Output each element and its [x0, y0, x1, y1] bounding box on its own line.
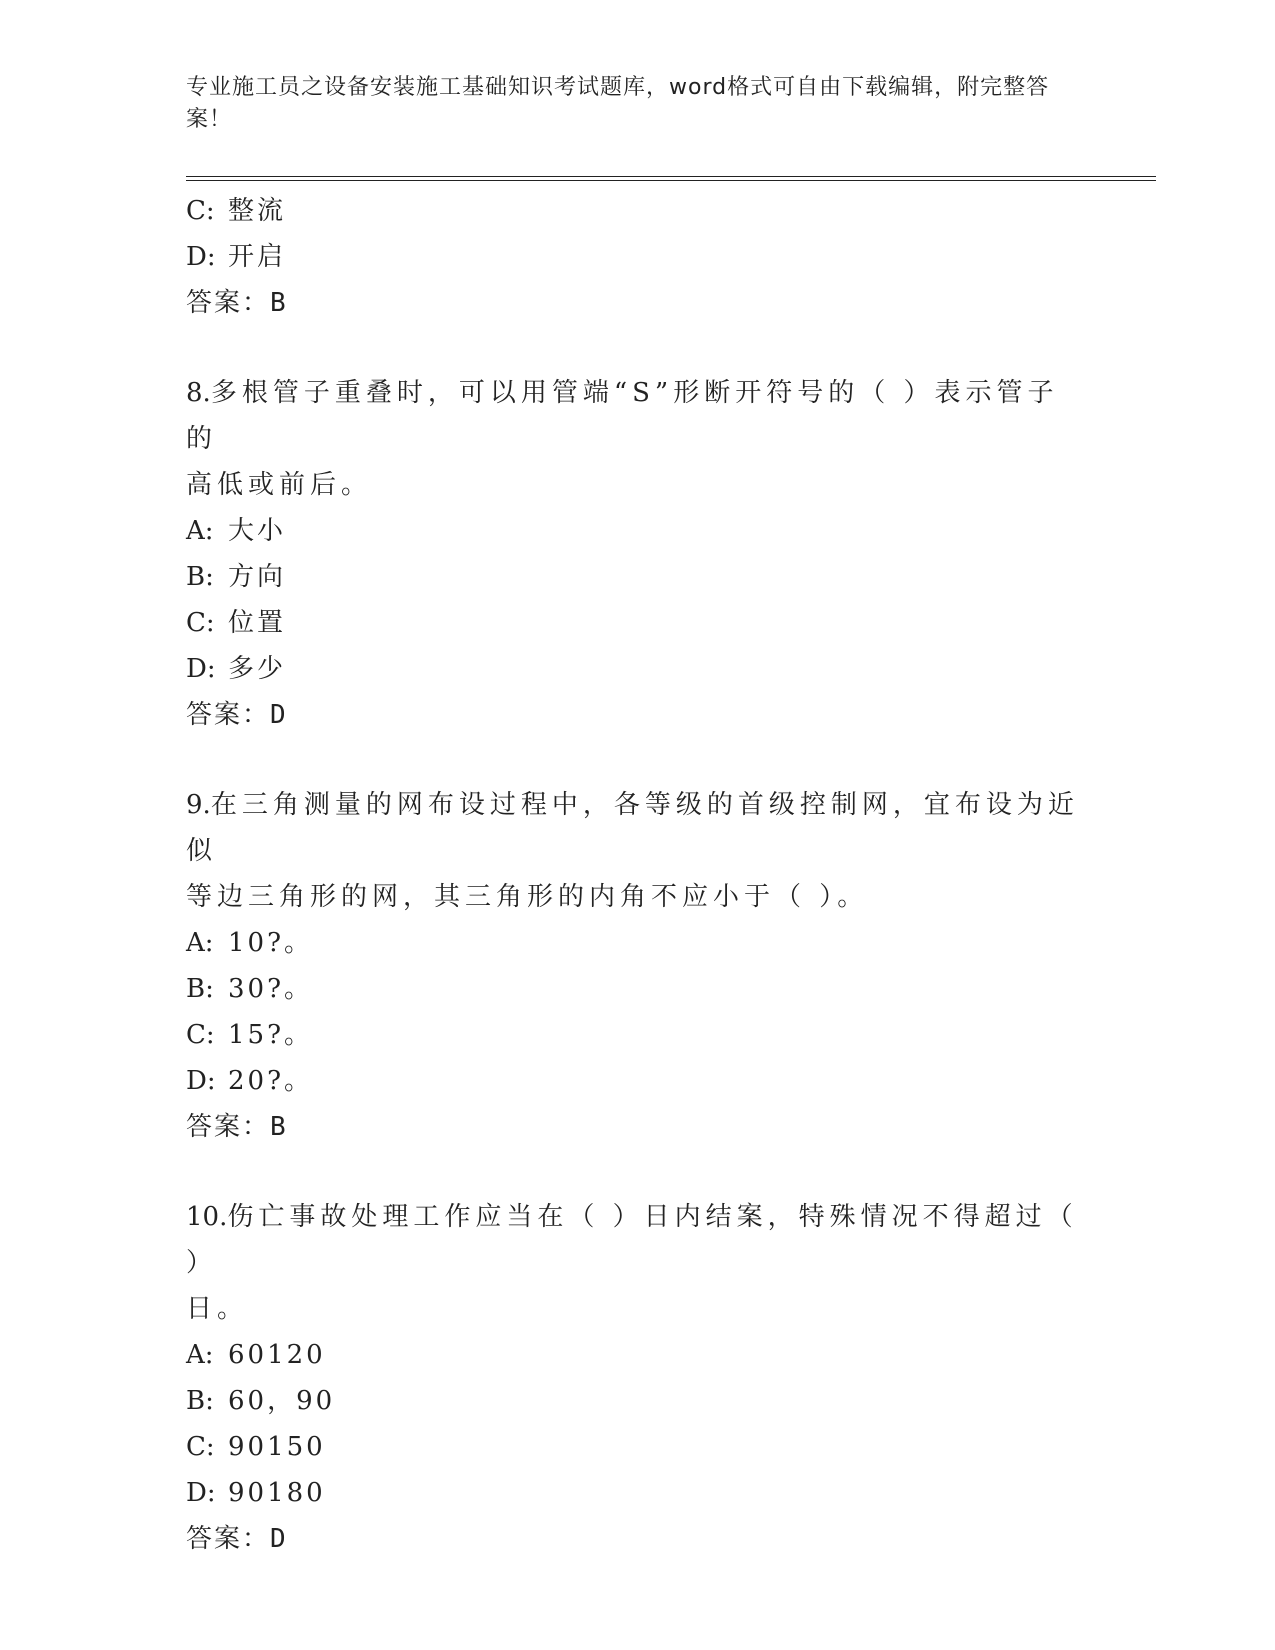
- option-letter: D:: [186, 242, 216, 272]
- option-text: 大小: [228, 516, 287, 546]
- option-text: 30?。: [228, 974, 314, 1004]
- option-letter: D:: [186, 654, 216, 684]
- option-text: 15?。: [228, 1020, 314, 1050]
- answer-label: 答案：: [186, 1112, 271, 1142]
- option-letter: C:: [186, 1432, 215, 1462]
- question-number: 8.: [186, 378, 211, 408]
- option-c: [186, 1012, 1086, 1058]
- answer-value: B: [270, 288, 286, 318]
- option-letter: D:: [186, 1478, 216, 1508]
- answer-label: 答案：: [186, 1524, 271, 1554]
- answer-line: [186, 1516, 1086, 1562]
- option-letter: C:: [186, 196, 215, 226]
- answer-label: 答案：: [186, 288, 271, 318]
- option-text: 60120: [228, 1340, 326, 1370]
- option-c: [186, 600, 1086, 646]
- question-8: [186, 370, 1086, 738]
- option-text: 20?。: [228, 1066, 314, 1096]
- document-header: 专业施工员之设备安装施工基础知识考试题库，word格式可自由下载编辑，附完整答案！: [186, 75, 1050, 132]
- option-text: 10?。: [228, 928, 314, 958]
- option-b: [186, 554, 1086, 600]
- option-text: 开启: [228, 242, 287, 272]
- option-c: [186, 188, 1086, 234]
- option-letter: A:: [186, 1340, 214, 1370]
- question-text: [186, 1194, 1086, 1332]
- answer-value: D: [270, 1524, 286, 1554]
- question-10: [186, 1194, 1086, 1562]
- option-letter: B:: [186, 562, 214, 592]
- question-9: [186, 782, 1086, 1150]
- answer-line: [186, 692, 1086, 738]
- answer-line: [186, 1104, 1086, 1150]
- option-letter: A:: [186, 928, 214, 958]
- option-letter: A:: [186, 516, 214, 546]
- question-line-2: 等边三角形的网，其三角形的内角不应小于（ ）。: [186, 882, 869, 912]
- document-body: [186, 188, 1086, 1562]
- option-letter: D:: [186, 1066, 216, 1096]
- question-line-1: 多根管子重叠时，可以用管端“S”形断开符号的（ ）表示管子的: [186, 378, 1059, 454]
- header-divider: [186, 176, 1156, 181]
- option-b: [186, 966, 1086, 1012]
- option-letter: B:: [186, 1386, 214, 1416]
- option-c: [186, 1424, 1086, 1470]
- question-number: 10.: [186, 1202, 228, 1232]
- question-line-2: 日。: [186, 1294, 249, 1324]
- question-text: [186, 782, 1086, 920]
- question-line-1: 在三角测量的网布设过程中，各等级的首级控制网，宜布设为近似: [186, 790, 1079, 866]
- option-a: [186, 920, 1086, 966]
- option-text: 60，90: [228, 1386, 336, 1416]
- question-line-2: 高低或前后。: [186, 470, 373, 500]
- option-text: 方向: [228, 562, 287, 592]
- question-text: [186, 370, 1086, 508]
- option-letter: C:: [186, 1020, 215, 1050]
- option-text: 位置: [228, 608, 287, 638]
- previous-question-tail: [186, 188, 1086, 326]
- question-number: 9.: [186, 790, 211, 820]
- option-text: 多少: [228, 654, 287, 684]
- option-d: [186, 1058, 1086, 1104]
- option-letter: C:: [186, 608, 215, 638]
- option-letter: B:: [186, 974, 214, 1004]
- question-line-1: 伤亡事故处理工作应当在（ ）日内结案，特殊情况不得超过（ ）: [186, 1202, 1078, 1278]
- answer-value: B: [270, 1112, 286, 1142]
- option-text: 整流: [228, 196, 287, 226]
- option-a: [186, 508, 1086, 554]
- option-a: [186, 1332, 1086, 1378]
- answer-line: [186, 280, 1086, 326]
- option-text: 90180: [228, 1478, 326, 1508]
- answer-label: 答案：: [186, 700, 271, 730]
- option-d: [186, 646, 1086, 692]
- option-text: 90150: [228, 1432, 326, 1462]
- option-d: [186, 234, 1086, 280]
- option-d: [186, 1470, 1086, 1516]
- answer-value: D: [270, 700, 286, 730]
- option-b: [186, 1378, 1086, 1424]
